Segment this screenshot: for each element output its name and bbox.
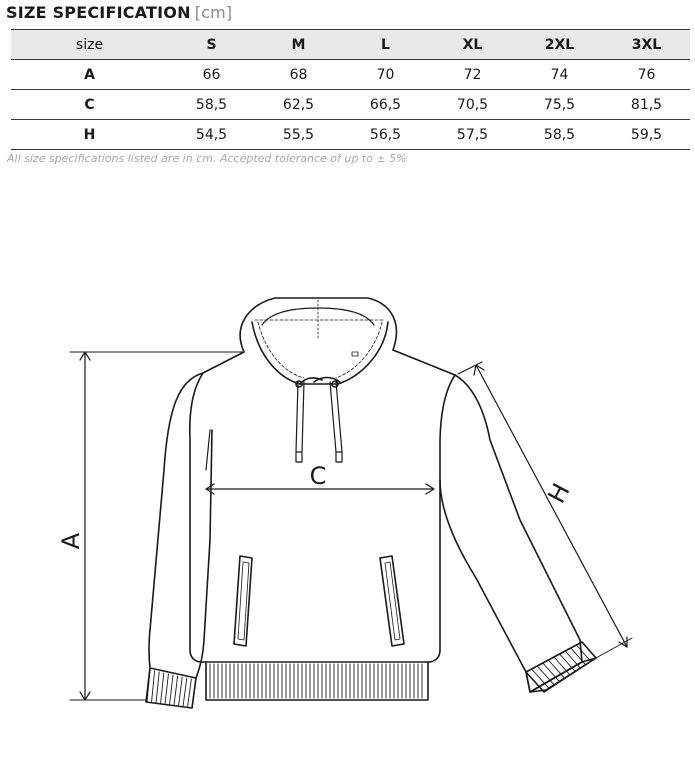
table-cell: 74: [516, 60, 603, 90]
table-cell: 66: [168, 60, 255, 90]
header-size-xl: XL: [429, 30, 516, 60]
table-cell: 70: [342, 60, 429, 90]
header-size-l: L: [342, 30, 429, 60]
dimension-h-line: [474, 365, 627, 647]
row-label: H: [11, 120, 168, 150]
drawstring-right: [330, 382, 342, 462]
drawstring-left: [296, 382, 304, 462]
right-cuff-band: [526, 642, 596, 692]
dimension-h-label: H: [542, 478, 576, 508]
hoodie-body-outline: [190, 350, 455, 662]
table-cell: 81,5: [603, 90, 690, 120]
left-sleeve-inner-seam: [206, 430, 210, 470]
title-text: SIZE SPECIFICATION: [6, 3, 191, 22]
row-label: C: [11, 90, 168, 120]
table-cell: 55,5: [255, 120, 342, 150]
header-size-3xl: 3XL: [603, 30, 690, 60]
dimension-c-label: C: [309, 462, 327, 490]
header-size-s: S: [168, 30, 255, 60]
table-cell: 59,5: [603, 120, 690, 150]
left-sleeve-outline: [149, 373, 212, 678]
header-size-2xl: 2XL: [516, 30, 603, 60]
table-cell: 70,5: [429, 90, 516, 120]
header-size-m: M: [255, 30, 342, 60]
hood-stitching: [255, 320, 384, 378]
dimension-h-guides: [458, 362, 632, 658]
pocket-left: [234, 556, 252, 646]
title-unit: [cm]: [194, 3, 233, 22]
table-cell: 58,5: [516, 120, 603, 150]
row-label: A: [11, 60, 168, 90]
table-cell: 62,5: [255, 90, 342, 120]
tolerance-note: All size specifications listed are in cm. Accepted tolerance of up to ± 5%: [7, 152, 407, 165]
hem-ribbing-lines: [210, 664, 422, 698]
header-size-label: size: [11, 30, 168, 60]
table-cell: 58,5: [168, 90, 255, 120]
right-sleeve-outline: [440, 375, 582, 692]
hem-ribbing-outline: [206, 662, 428, 700]
table-cell: 57,5: [429, 120, 516, 150]
dimension-a-label: A: [57, 532, 85, 550]
dimension-a-guides: [70, 352, 244, 700]
table-cell: 56,5: [342, 120, 429, 150]
table-cell: 76: [603, 60, 690, 90]
pocket-right: [380, 556, 404, 646]
table-cell: 72: [429, 60, 516, 90]
table-cell: 68: [255, 60, 342, 90]
table-cell: 66,5: [342, 90, 429, 120]
table-cell: 54,5: [168, 120, 255, 150]
dimension-a-line: [80, 352, 90, 700]
neck-tag: [352, 352, 358, 356]
table-cell: 75,5: [516, 90, 603, 120]
hoodie-hood-opening: [252, 322, 388, 384]
